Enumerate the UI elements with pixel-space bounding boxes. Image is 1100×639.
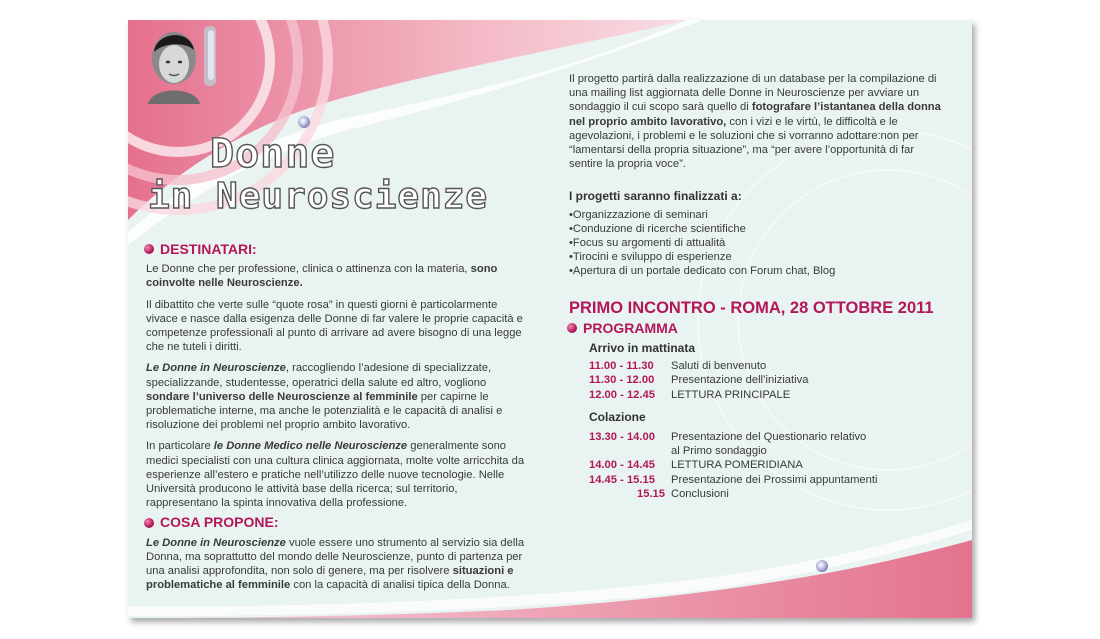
goals-list	[569, 208, 949, 279]
destinatari-paragraph-3: Le Donne in Neuroscienze, raccogliendo l’adesione di specializzate, specializzande, studentesse, operatrici della salute ed altro, vogliono sondare l’universo delle Neuroscienze al femminile per capirne le problematiche interne, ma anche le potenzialità e le capacità di analisi e risoluzione dei problemi nel proprio ambito lavorativo.	[146, 362, 503, 432]
lunch-label: Colazione	[589, 409, 646, 424]
destinatari-paragraph-1: Le Donne che per professione, clinica o attinenza con la materia, sono coinvolte nelle Neuroscienze.	[146, 263, 498, 290]
schedule	[589, 341, 949, 501]
bullet-orb-icon	[567, 323, 577, 333]
schedule-row: al Primo sondaggio	[671, 445, 767, 458]
orb-top	[298, 116, 310, 128]
left-column	[146, 242, 527, 599]
goals-title: I progetti saranno finalizzati a:	[569, 189, 742, 204]
schedule-row: 12.00 - 12.45 LETTURA PRINCIPALE	[589, 388, 791, 401]
schedule-row: 13.30 - 14.00 Presentazione del Questionario relativo	[589, 431, 867, 444]
list-item: •Conduzione di ricerche scientifiche	[569, 222, 746, 235]
progetto-paragraph: Il progetto partirà dalla realizzazione di un database per la compilazione di una mailing list aggiornata delle Donne in Neuroscienze per avviare un sondaggio il cui scopo sarà quello di fotografare l’istantanea della donna nel proprio ambito lavorativo, con i vizi e le virtù, le difficoltà e le agevolazioni, i problemi e le soluzioni che si vorranno adottare:non per “lamentarsi della propria situazione”, ma “per avere l’opportunità di far sentire la propria voce”.	[569, 73, 941, 171]
schedule-row: 15.15 Conclusioni	[637, 487, 729, 500]
programma-heading: PROGRAMMA	[567, 321, 949, 335]
schedule-row: 11.00 - 11.30 Saluti di benvenuto	[589, 360, 767, 373]
title-line-2: in Neuroscienze	[148, 176, 489, 217]
schedule-row: 14.45 - 15.15 Presentazione dei Prossimi appuntamenti	[589, 473, 878, 486]
schedule-row: 11.30 - 12.00 Presentazione dell’iniziativa	[589, 374, 809, 387]
cosa-propone-paragraph: Le Donne in Neuroscienze vuole essere uno strumento al servizio sia della Donna, ma soprattutto del mondo delle Neuroscienze, punto di partenza per una analisi approfondita, non solo di genere, ma per risolvere situazioni e problematiche al femminile con la capacità di analisi tipica della Donna.	[146, 536, 525, 592]
list-item: •Apertura di un portale dedicato con Forum chat, Blog	[569, 265, 836, 278]
destinatari-paragraph-4: In particolare le Donne Medico nelle Neuroscienze generalmente sono medici specialisti con una cultura clinica aggiornata, molte volte arricchita da esperienze all’estero e pratiche nell’utilizzo delle nuove tecnologie. Nelle Università producono le attività base della ricerca; sul territorio, rappresentano la spinta innovativa della professione.	[146, 440, 525, 510]
woman-portrait-image	[142, 20, 220, 104]
title-line-1: Donne	[210, 131, 336, 177]
list-item: •Focus su argomenti di attualità	[569, 237, 726, 250]
list-item: •Organizzazione di seminari	[569, 208, 708, 221]
orb-bottom	[816, 560, 828, 572]
list-item: •Tirocini e sviluppo di esperienze	[569, 251, 732, 264]
bullet-orb-icon	[144, 518, 154, 528]
event-title: PRIMO INCONTRO - ROMA, 28 OTTOBRE 2011	[569, 298, 934, 317]
right-column	[569, 72, 949, 507]
schedule-row: 14.00 - 14.45 LETTURA POMERIDIANA	[589, 459, 803, 472]
bullet-orb-icon	[144, 244, 154, 254]
destinatari-heading: DESTINATARI:	[144, 242, 527, 256]
brochure-page	[128, 20, 972, 618]
destinatari-paragraph-2: Il dibattito che verte sulle “quote rosa” in questi giorni è particolarmente vivace e nasce dalla esigenza delle Donne di far valere le proprie capacità e competenze professionali al punto di arrivare ad avere bisogno di una legge che ne tuteli i diritti.	[146, 298, 523, 354]
morning-label: Arrivo in mattinata	[589, 341, 696, 356]
cosa-propone-heading: COSA PROPONE:	[144, 515, 527, 529]
